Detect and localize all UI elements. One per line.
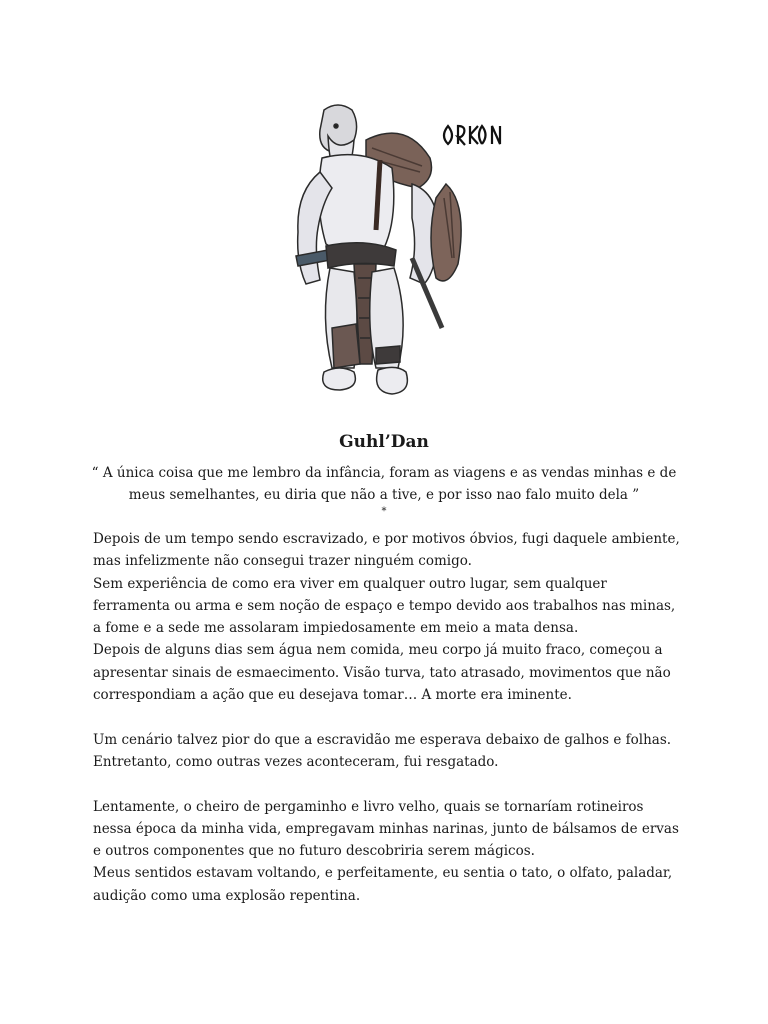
story-paragraph: Depois de um tempo sendo escravizado, e por motivos óbvios, fugi daquele ambiente, mas infelizmente não consegui trazer ninguém comigo.: [93, 531, 680, 570]
story-paragraph: Lentamente, o cheiro de pergaminho e livro velho, quais se tornaríam rotineiros nessa época da minha vida, empregavam minhas narinas, junto de bálsamos de ervas e outros componentes que no futuro descobriria serem mágicos.: [93, 798, 679, 860]
character-quote: “ A única coisa que me lembro da infância, foram as viagens e as vendas minhas e de meus semelhantes, eu diria que não a tive, e por isso nao falo muito dela ”: [91, 465, 677, 503]
orc-warrior-illustration: [262, 88, 506, 424]
story-paragraph: Meus sentidos estavam voltando, e perfeitamente, eu sentia o tato, o olfato, paladar, audição como uma explosão repentina.: [93, 865, 673, 904]
paragraph-gap: [93, 706, 683, 728]
section-separator: *: [381, 506, 387, 517]
paragraph-gap: [93, 773, 683, 795]
orc-figure: [296, 105, 461, 394]
artist-signature: [444, 126, 500, 145]
story-body: [93, 528, 683, 907]
character-name-title: Guhl’Dan: [339, 432, 429, 452]
story-paragraph: Sem experiência de como era viver em qualquer outro lugar, sem qualquer ferramenta ou arma e sem noção de espaço e tempo devido aos trabalhos nas minas, a fome e a sede me assolaram impiedosamente em meio a mata densa.: [93, 575, 676, 637]
story-paragraph: Um cenário talvez pior do que a escravidão me esperava debaixo de galhos e folhas. Entretanto, como outras vezes aconteceram, fui resgatado.: [93, 731, 672, 770]
story-paragraph: Depois de alguns dias sem água nem comida, meu corpo já muito fraco, começou a apresentar sinais de esmaecimento. Visão turva, tato atrasado, movimentos que não correspondiam a ação que eu desejava tomar… A morte era iminente.: [93, 642, 671, 704]
